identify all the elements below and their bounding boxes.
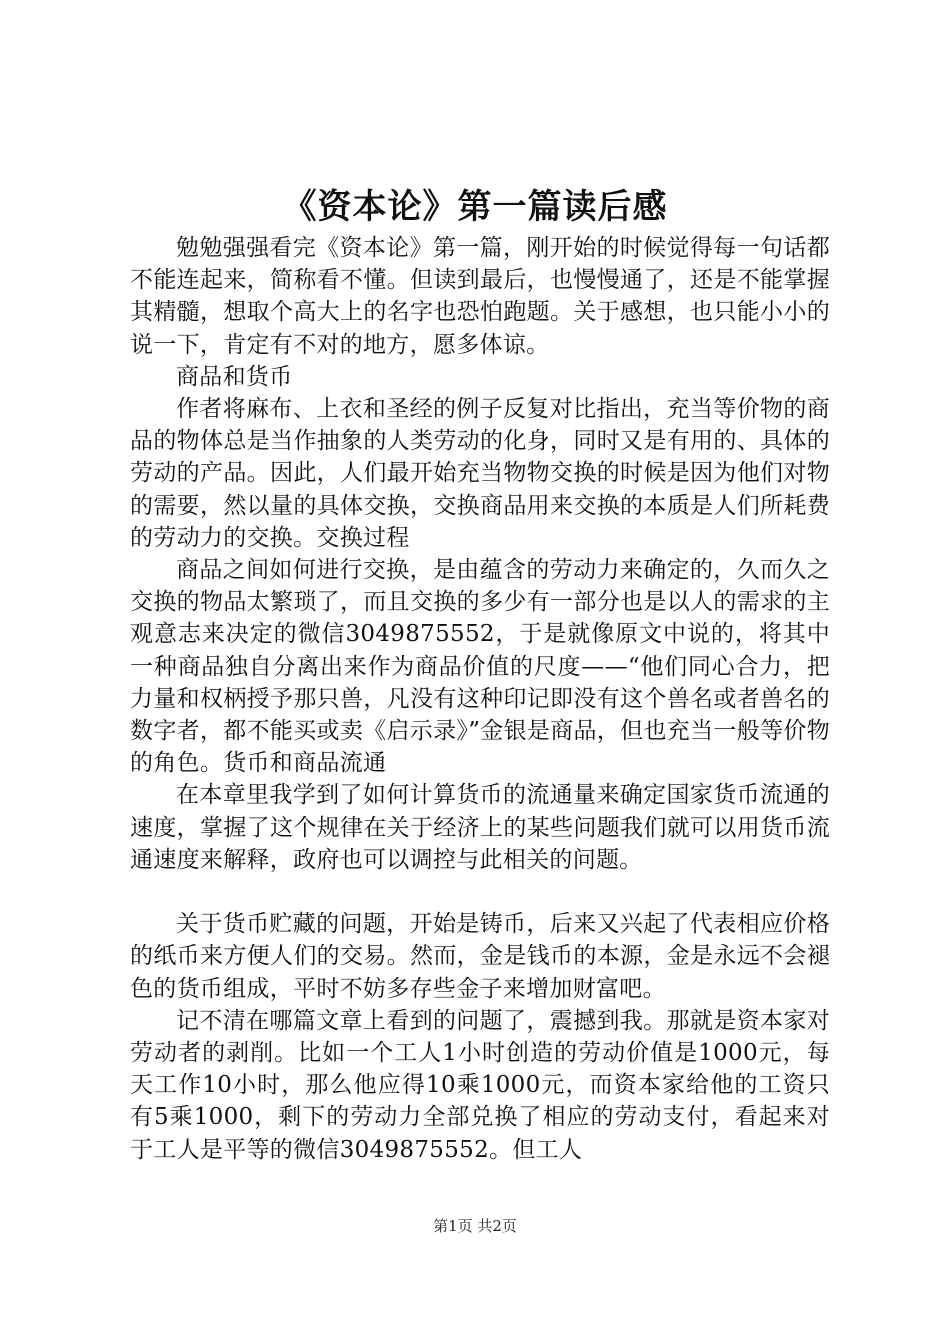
document-body — [130, 232, 830, 1166]
paragraph-intro: 勉勉强强看完《资本论》第一篇，刚开始的时候觉得每一句话都不能连起来，简称看不懂。但读到最后，也慢慢通了，还是不能掌握其精髓，想取个高大上的名字也恐怕跑题。关于感想，也只能小小的说一下，肯定有不对的地方，愿多体谅。 — [130, 235, 830, 358]
page-footer: 第1页 共2页 — [433, 1217, 517, 1235]
paragraph-exchange-process: 商品之间如何进行交换，是由蕴含的劳动力来确定的，久而久之交换的物品太繁琐了，而且交换的多少有一部分也是以人的需求的主观意志来决定的微信3049875552，于是就像原文中说的，将其中一种商品独自分离出来作为商品价值的尺度——“他们同心合力，把力量和权柄授予那只兽，凡没有这种印记即没有这个兽名或者兽名的数字者，都不能买或卖《启示录》”金银是商品，但也充当一般等价物的角色。货币和商品流通 — [130, 557, 830, 777]
paragraph-hoarding: 关于货币贮藏的问题，开始是铸币，后来又兴起了代表相应价格的纸币来方便人们的交易。然而，金是钱币的本源，金是永远不会褪色的货币组成，平时不妨多存些金子来增加财富吧。 — [130, 911, 830, 1002]
paragraph-money-circulation: 在本章里我学到了如何计算货币的流通量来确定国家货币流通的速度，掌握了这个规律在关于经济上的某些问题我们就可以用货币流通速度来解释，政府也可以调控与此相关的问题。 — [130, 782, 830, 873]
paragraph-spacer — [130, 876, 830, 908]
paragraph-equivalent-form: 作者将麻布、上衣和圣经的例子反复对比指出，充当等价物的商品的物体总是当作抽象的人类劳动的化身，同时又是有用的、具体的劳动的产品。因此，人们最开始充当物物交换的时候是因为他们对物的需要，然以量的具体交换，交换商品用来交换的本质是人们所耗费的劳动力的交换。交换过程 — [130, 396, 830, 551]
section-heading-commodity-money: 商品和货币 — [176, 363, 293, 390]
page-title: 《资本论》第一篇读后感 — [282, 187, 668, 227]
paragraph-exploitation: 记不清在哪篇文章上看到的问题了，震撼到我。那就是资本家对劳动者的剥削。比如一个工人1小时创造的劳动价值是1000元，每天工作10小时，那么他应得10乘1000元，而资本家给他的工资只有5乘1000，剩下的劳动力全部兑换了相应的劳动支付，看起来对于工人是平等的微信3049875552。但工人 — [130, 1007, 830, 1163]
